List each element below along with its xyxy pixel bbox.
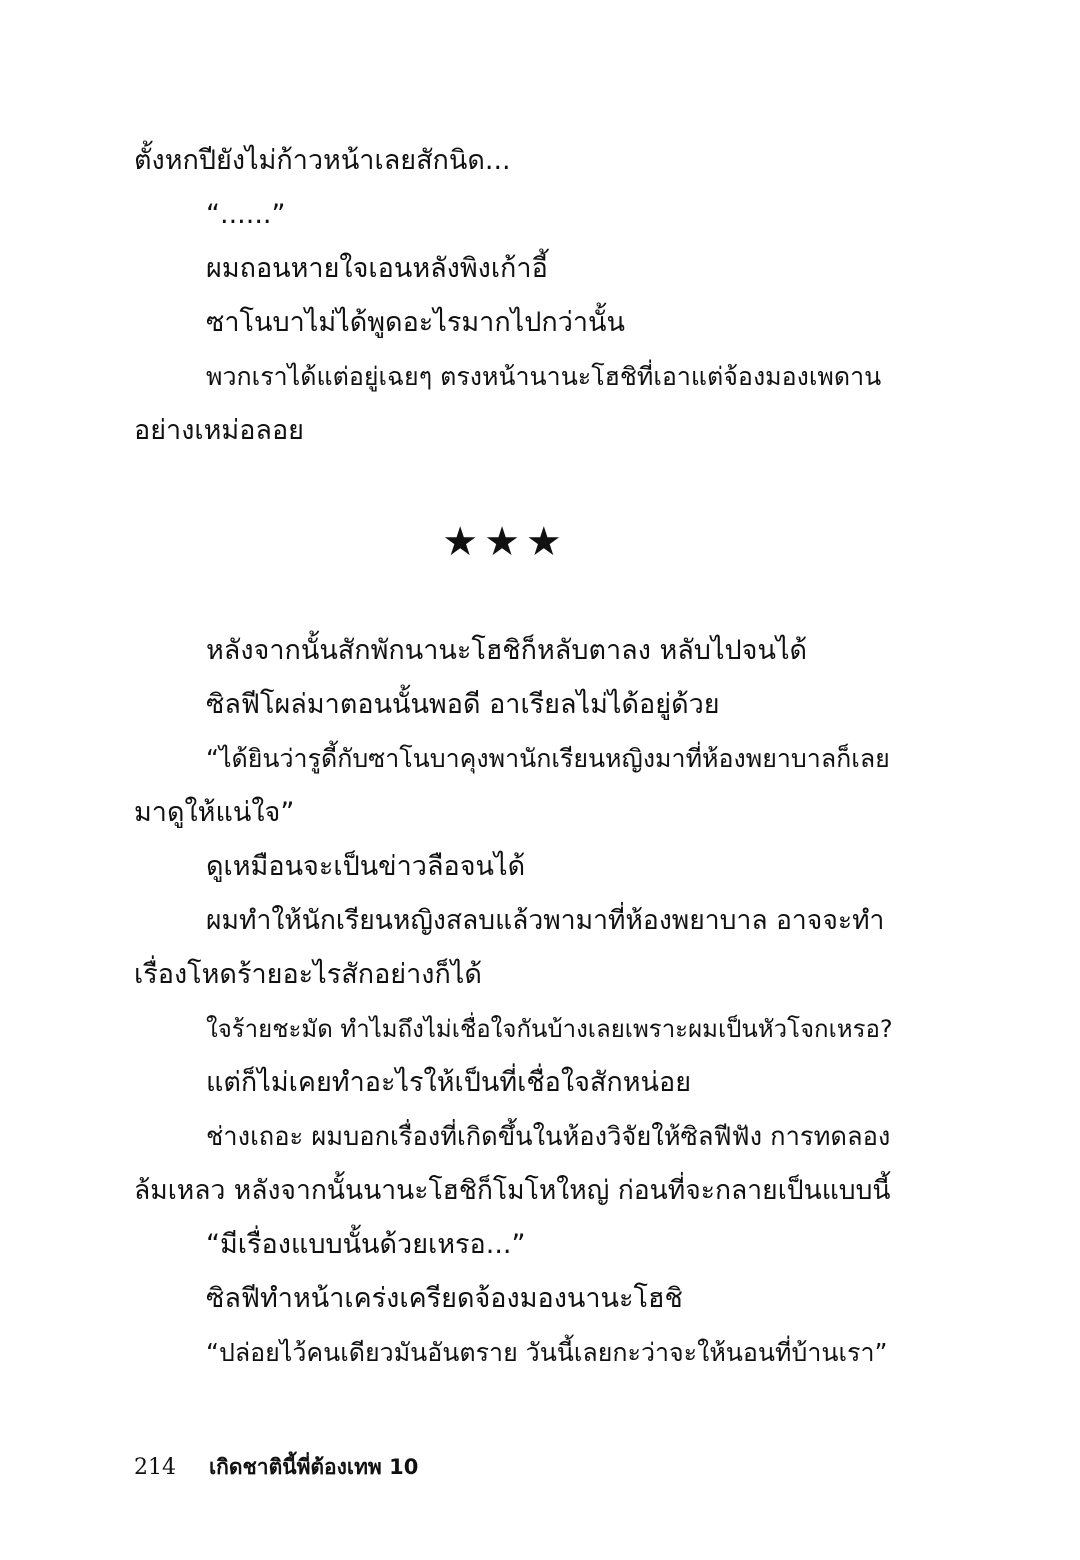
paragraph: “ปล่อยไว้คนเดียวมันอันตราย วันนี้เลยกะว่าจะให้นอนที่บ้านเรา” bbox=[206, 1338, 888, 1367]
paragraph: ล้มเหลว หลังจากนั้นนานะโฮชิก็โมโหใหญ่ ก่อนที่จะกลายเป็นแบบนี้ bbox=[134, 1175, 891, 1206]
page-number: 214 bbox=[134, 1455, 176, 1480]
page-footer bbox=[134, 1452, 418, 1483]
paragraph: ใจร้ายชะมัด ทำไมถึงไม่เชื่อใจกันบ้างเลยเพราะผมเป็นหัวโจกเหรอ? bbox=[206, 1015, 893, 1043]
paragraph: ผมทำให้นักเรียนหญิงสลบแล้วพามาที่ห้องพยาบาล อาจจะทำ bbox=[206, 905, 885, 936]
paragraph: “มีเรื่องแบบนั้นด้วยเหรอ...” bbox=[206, 1229, 526, 1260]
paragraph: ผมถอนหายใจเอนหลังพิงเก้าอี้ bbox=[206, 253, 548, 284]
paragraph: “ได้ยินว่ารูดี้กับซาโนบาคุงพานักเรียนหญิงมาที่ห้องพยาบาลก็เลย bbox=[206, 744, 890, 773]
paragraph: ตั้งหกปียังไม่ก้าวหน้าเลยสักนิด... bbox=[134, 145, 511, 176]
paragraph: แต่ก็ไม่เคยทำอะไรให้เป็นที่เชื่อใจสักหน่อย bbox=[206, 1067, 692, 1098]
text-block-main bbox=[134, 624, 894, 1380]
paragraph: ช่างเถอะ ผมบอกเรื่องที่เกิดขึ้นในห้องวิจัยให้ซิลฟีฟัง การทดลอง bbox=[206, 1122, 891, 1152]
paragraph: ซาโนบาไม่ได้พูดอะไรมากไปกว่านั้น bbox=[206, 307, 625, 338]
running-title: เกิดชาตินี้พี่ต้องเทพ 10 bbox=[209, 1455, 419, 1479]
paragraph: เรื่องโหดร้ายอะไรสักอย่างก็ได้ bbox=[134, 959, 482, 990]
paragraph: อย่างเหม่อลอย bbox=[134, 415, 305, 446]
paragraph: มาดูให้แน่ใจ” bbox=[134, 797, 295, 828]
paragraph: หลังจากนั้นสักพักนานะโฮชิก็หลับตาลง หลับไปจนได้ bbox=[206, 635, 808, 666]
paragraph: ดูเหมือนจะเป็นข่าวลือจนได้ bbox=[206, 851, 526, 882]
paragraph: “......” bbox=[206, 199, 286, 230]
paragraph: ซิลฟีโผล่มาตอนนั้นพอดี อาเรียลไม่ได้อยู่ด้วย bbox=[206, 689, 720, 720]
paragraph: พวกเราได้แต่อยู่เฉยๆ ตรงหน้านานะโฮชิที่เอาแต่จ้องมองเพดาน bbox=[206, 362, 882, 391]
text-block-top bbox=[134, 134, 894, 458]
scene-break-stars: ★★★ bbox=[442, 519, 568, 565]
paragraph: ซิลฟีทำหน้าเคร่งเครียดจ้องมองนานะโฮชิ bbox=[206, 1283, 683, 1314]
